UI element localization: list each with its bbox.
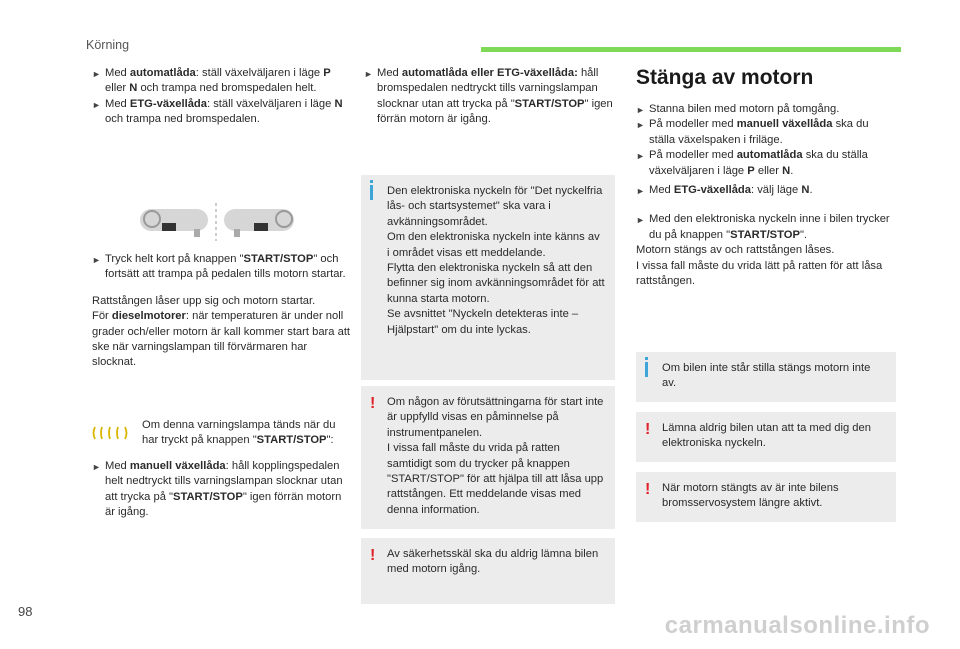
info-icon [645,362,648,377]
page-number: 98 [18,604,33,619]
column-left [92,66,354,128]
warning-box: ! Lämna aldrig bilen utan att ta med dig den elektroniska nyckeln. [636,412,896,462]
warning-icon: ! [645,421,651,438]
arrow-bullet-icon: ► [92,99,101,110]
list-item: ► Med automatlåda: ställ växelväljaren i läge P eller N och trampa ned bromspedalen helt. [92,67,331,95]
arrow-bullet-icon: ► [364,69,373,79]
list-item: ► Med ETG-växellåda: ställ växelväljaren i läge N och trampa ned bromspedalen. [92,97,343,126]
list-item: ► På modeller med automatlåda ska du ställa växelväljaren i läge P eller N. [636,149,868,177]
column-middle [364,66,618,128]
list-item: ► Med automatlåda eller ETG-växellåda: håll bromspedalen nedtryckt tills varningslampan slocknar utan att trycka på "START/STOP" igen förrän motorn är igång. [364,67,613,126]
glow-plug-warning-lamp-icon [92,424,128,442]
section-header: Körning [86,38,130,52]
arrow-bullet-icon: ► [92,461,101,472]
arrow-bullet-icon: ► [636,186,645,197]
info-icon [370,185,373,200]
warning-icon: ! [645,481,651,498]
warning-box: ! När motorn stängts av är inte bilens bromsservosystem längre aktivt. [636,472,896,522]
info-box: Om bilen inte står stilla stängs motorn inte av. [636,352,896,402]
list-item: ► Tryck helt kort på knappen "START/STOP" och fortsätt att trampa på pedalen tills motorn startar. [92,253,346,281]
warning-icon: ! [370,395,376,412]
watermark: carmanualsonline.info [664,612,930,639]
paragraph: Motorn stängs av och rattstången låses. [636,244,835,257]
arrow-bullet-icon: ► [92,69,101,79]
steering-lock-illustration [138,203,298,241]
list-item: ► Med manuell växellåda: håll kopplingspedalen helt nedtryckt tills varningslampan slocknar utan att trycka på "START/STOP" igen förrän motorn är igång. [92,459,343,519]
list-item: ► Med den elektroniska nyckeln inne i bilen trycker du på knappen "START/STOP". [636,213,890,241]
paragraph: För dieselmotorer: när temperaturen är under noll grader och/eller motorn är kall kommer start bara att ske när varningslampan till förvärmaren har slocknat. [92,310,351,369]
section-title: Stänga av motorn [636,66,814,89]
info-box: Den elektroniska nyckeln för "Det nyckelfria lås- och startsystemet" ska vara i avkänningsområdet. Om den elektroniska nyckeln inte känns av i området visas ett meddelande. Flytta den elektroniska nyckeln så att den befinner sig inom avkänningsområdet för att kunna starta motorn. Se avsnittet "Nyckeln detekteras inte – Hjälpstart" om du inte lyckas. [361,175,615,380]
paragraph: I vissa fall måste du vrida lätt på ratten för att låsa rattstången. [636,259,883,288]
warning-box: ! Om någon av förutsättningarna för start inte är uppfylld visas en påminnelse på instrumentpanelen. I vissa fall måste du vrida på ratten samtidigt som du trycker på knappen "START/STOP" för att hjälpa till att låsa upp rattstången. Ett meddelande visas med denna information. [361,386,615,529]
arrow-bullet-icon: ► [636,105,645,115]
warning-icon: ! [370,547,376,564]
arrow-bullet-icon: ► [92,255,101,265]
arrow-bullet-icon: ► [636,215,645,226]
arrow-bullet-icon: ► [636,151,645,162]
warning-lamp-note: Om denna varningslampa tänds när du har tryckt på knappen "START/STOP": ► Med manuell växellåda: håll kopplingspedalen helt nedtryckt tills varningslampan slocknar utan att trycka på "START/STOP" igen förrän motorn är igång. [92,418,354,520]
paragraph: Rattstången låser upp sig och motorn startar. [92,294,316,307]
section-accent-bar [481,47,901,52]
column-left-mid [92,252,354,371]
warning-box: ! Av säkerhetsskäl ska du aldrig lämna bilen med motorn igång. [361,538,615,604]
list-item: ► På modeller med manuell växellåda ska du ställa växelspaken i friläge. [636,118,869,146]
arrow-bullet-icon: ► [636,120,645,131]
list-item: ► Med ETG-växellåda: välj läge N. [636,183,896,198]
list-item: ► Stanna bilen med motorn på tomgång. [636,102,896,117]
column-right [636,66,896,289]
